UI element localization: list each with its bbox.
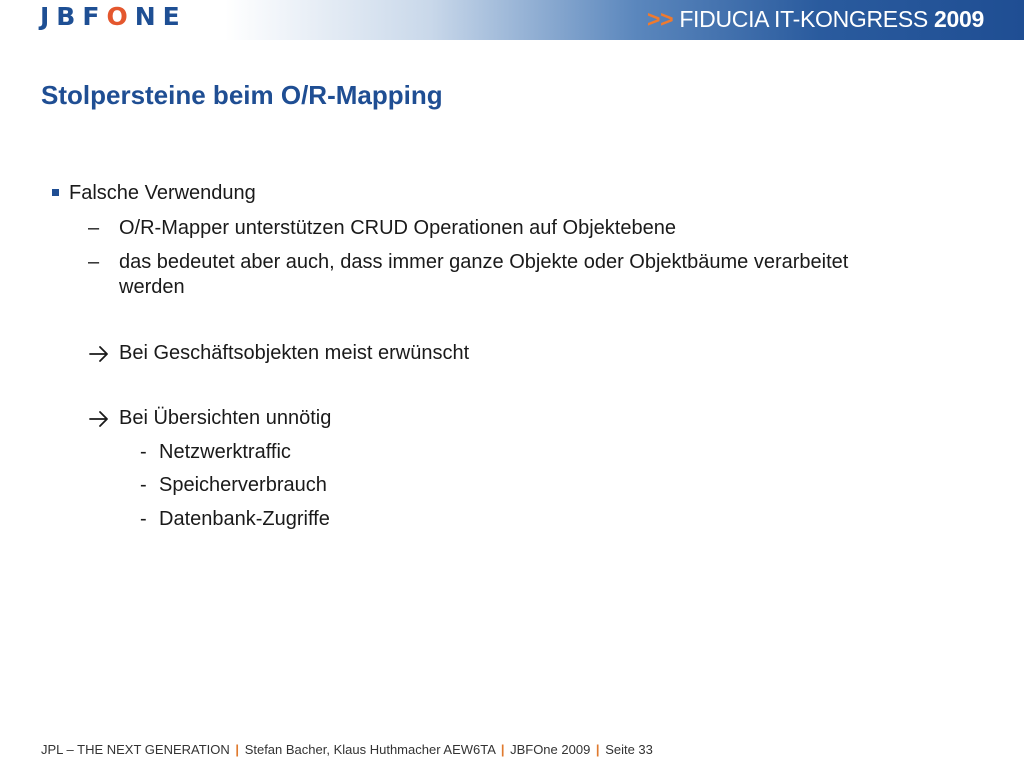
square-bullet-icon (52, 189, 59, 196)
dash-marker: – (88, 251, 100, 273)
footer-separator: | (500, 742, 505, 757)
dash-marker: – (88, 217, 100, 239)
event-banner (647, 6, 984, 33)
sub-bullet-crud: O/R-Mapper unterstützen CRUD Operationen auf Objektebene (119, 217, 676, 239)
footer-title: JPL – THE NEXT GENERATION (41, 742, 230, 757)
sub-bullet-objekte-line2: werden (119, 276, 185, 298)
sub-bullet-objekte-line1: das bedeutet aber auch, dass immer ganze Objekte oder Objektbäume verarbeitet (119, 251, 849, 273)
banner-arrows: >> (647, 6, 674, 32)
list-item-speicherverbrauch: Speicherverbrauch (159, 474, 327, 496)
list-item-datenbank-zugriffe: Datenbank-Zugriffe (159, 508, 330, 530)
slide-title: Stolpersteine beim O/R-Mapping (41, 80, 443, 110)
arrow-item-geschaeftsobjekte: Bei Geschäftsobjekten meist erwünscht (119, 342, 470, 364)
footer-page-number: Seite 33 (605, 742, 653, 757)
footer-separator: | (235, 742, 240, 757)
banner-text: FIDUCIA IT-KONGRESS (679, 6, 928, 32)
footer-authors: Stefan Bacher, Klaus Huthmacher AEW6TA (244, 742, 496, 757)
footer-separator: | (595, 742, 600, 757)
hyphen-marker: - (140, 441, 147, 463)
arrow-right-icon (88, 345, 110, 363)
banner-year: 2009 (934, 6, 984, 32)
hyphen-marker: - (140, 474, 147, 496)
bullet-falsche-verwendung: Falsche Verwendung (69, 182, 256, 204)
footer-event: JBFOne 2009 (510, 742, 591, 757)
jbfone-logo: JBFONE (40, 2, 187, 31)
header-bar (0, 0, 1024, 40)
arrow-item-uebersichten: Bei Übersichten unnötig (119, 407, 332, 429)
arrow-right-icon (88, 410, 110, 428)
hyphen-marker: - (140, 508, 147, 530)
footer (41, 742, 653, 757)
list-item-netzwerktraffic: Netzwerktraffic (159, 441, 291, 463)
